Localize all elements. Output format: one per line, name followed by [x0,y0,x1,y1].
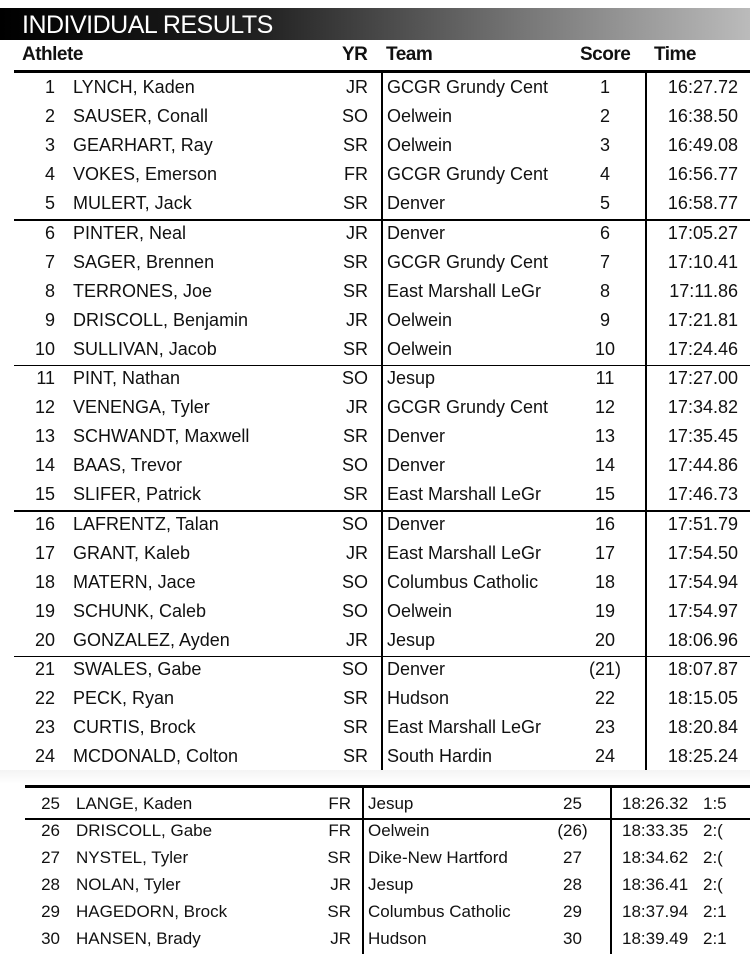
year: SR [342,193,368,214]
athlete-name: MULERT, Jack [73,193,192,214]
year: SR [342,426,368,447]
section-title-bar [0,8,750,40]
athlete-name: DRISCOLL, Gabe [76,821,213,840]
score: 12 [594,397,616,418]
time: 17:54.50 [667,542,738,563]
time: 17:35.45 [667,426,738,447]
page2-team-divider [362,788,364,954]
time: 18:15.05 [667,688,738,709]
score: 17 [594,542,616,563]
place: 26 [41,821,60,840]
split: 2:( [703,848,723,867]
place: 7 [44,251,55,272]
athlete-name: VOKES, Emerson [73,164,218,185]
athlete-name: TERRONES, Joe [73,280,213,301]
header-yr: YR [342,44,368,65]
athlete-name: MATERN, Jace [73,571,196,592]
place: 2 [44,106,55,127]
split: 2:( [703,821,723,840]
team: Denver [387,659,446,679]
page2-header-rule [25,785,750,788]
athlete-name: LYNCH, Kaden [73,77,195,97]
score: 14 [594,455,616,476]
athlete-name: HAGEDORN, Brock [76,902,228,921]
time: 17:24.46 [667,338,738,359]
score: 28 [563,875,582,894]
year: SR [342,251,368,272]
place: 8 [44,280,55,301]
place: 11 [36,368,55,388]
time: 18:25.24 [667,746,738,767]
split: 1:5 [703,794,727,813]
time: 17:34.82 [667,397,738,418]
place: 1 [44,77,55,97]
time: 17:54.94 [667,571,738,592]
time: 17:05.27 [667,222,738,243]
score: 15 [594,484,616,505]
team: GCGR Grundy Cent [387,164,549,185]
score: 2 [599,106,610,127]
place: 18 [34,571,55,592]
header-team: Team [386,44,433,65]
athlete-name: SULLIVAN, Jacob [73,338,217,359]
split: 2:1 [703,902,727,921]
athlete-name: NYSTEL, Tyler [76,848,189,867]
header-score: Score [580,44,631,65]
score: 20 [594,629,616,650]
place: 17 [34,542,55,563]
split: 2:( [703,875,723,894]
header-athlete: Athlete [22,44,83,65]
team: GCGR Grundy Cent [387,251,549,272]
split: 2:1 [703,929,727,948]
place: 25 [41,794,60,813]
score: 22 [594,688,616,709]
time: 18:26.32 [622,794,689,813]
time: 17:51.79 [667,513,738,534]
year: SR [342,746,368,767]
place: 10 [34,338,55,359]
score: 11 [595,368,615,388]
year: SR [342,135,368,156]
place: 5 [44,193,55,214]
place: 21 [34,659,55,679]
year: SR [327,848,351,867]
time: 16:27.72 [667,77,738,97]
athlete-name: SAGER, Brennen [73,251,215,272]
time: 18:33.35 [622,821,689,840]
year: SO [341,600,368,621]
score: 9 [599,309,610,330]
place: 15 [34,484,55,505]
year: FR [344,164,368,185]
page2-group-rule [25,818,750,820]
time: 17:10.41 [667,251,738,272]
team: Oelwein [368,821,430,840]
score: 8 [599,280,610,301]
team-column-divider [381,73,383,770]
athlete-name: PECK, Ryan [73,688,175,709]
score: 24 [594,746,616,767]
place: 28 [41,875,60,894]
year: JR [346,629,368,650]
place: 14 [34,455,55,476]
team: Oelwein [387,135,453,156]
team: Jesup [368,794,414,813]
time: 18:20.84 [667,717,738,738]
team: Jesup [368,875,414,894]
place: 20 [34,629,55,650]
time: 17:11.86 [669,280,738,301]
time: 18:36.41 [622,875,689,894]
team: Oelwein [387,600,453,621]
athlete-name: VENENGA, Tyler [73,397,210,418]
score: 19 [594,600,616,621]
score: 4 [599,164,610,185]
place: 23 [34,717,55,738]
year: SO [341,571,368,592]
team: Columbus Catholic [368,902,511,921]
team: Hudson [368,929,427,948]
place: 13 [34,426,55,447]
place: 6 [44,222,55,243]
place: 22 [34,688,55,709]
team: Denver [387,222,446,243]
time: 16:49.08 [667,135,738,156]
time: 18:39.49 [622,929,689,948]
score: 10 [594,338,616,359]
place: 3 [44,135,55,156]
time: 17:27.00 [667,368,738,388]
score: 6 [599,222,610,243]
group-divider [14,365,750,367]
score: 13 [594,426,616,447]
year: SR [342,280,368,301]
place: 9 [44,309,55,330]
athlete-name: GRANT, Kaleb [73,542,191,563]
score: (21) [588,659,621,679]
athlete-name: SAUSER, Conall [73,106,209,127]
year: SR [342,717,368,738]
athlete-name: GONZALEZ, Ayden [73,629,230,650]
team: South Hardin [387,746,493,767]
time: 17:44.86 [667,455,738,476]
score: 7 [599,251,610,272]
team: GCGR Grundy Cent [387,77,549,97]
year: JR [330,929,351,948]
team: Denver [387,513,446,534]
year: JR [346,397,368,418]
year: FR [328,821,351,840]
score: 5 [599,193,610,214]
year: JR [346,309,368,330]
score: 18 [594,571,616,592]
athlete-name: SWALES, Gabe [73,659,202,679]
team: Denver [387,193,446,214]
score: 29 [563,902,582,921]
team: GCGR Grundy Cent [387,397,549,418]
athlete-name: SLIFER, Patrick [73,484,202,505]
place: 24 [34,746,55,767]
year: SO [341,106,368,127]
time: 16:58.77 [667,193,738,214]
team: Dike-New Hartford [368,848,508,867]
score: 30 [563,929,582,948]
score: 1 [599,77,610,97]
year: JR [346,77,368,97]
time: 16:56.77 [667,164,738,185]
place: 27 [41,848,60,867]
group-divider [14,656,750,658]
athlete-name: LAFRENTZ, Talan [73,513,219,534]
time: 16:38.50 [667,106,738,127]
time: 18:07.87 [667,659,738,679]
time: 17:54.97 [667,600,738,621]
place: 30 [41,929,60,948]
team: East Marshall LeGr [387,542,542,563]
team: Jesup [387,368,436,388]
team: Oelwein [387,106,453,127]
year: SR [327,902,351,921]
team: Jesup [387,629,436,650]
year: SO [341,368,368,388]
team: East Marshall LeGr [387,717,542,738]
time: 17:46.73 [667,484,738,505]
athlete-name: DRISCOLL, Benjamin [73,309,249,330]
time: 18:06.96 [667,629,738,650]
place: 19 [34,600,55,621]
athlete-name: PINT, Nathan [73,368,181,388]
score: 27 [563,848,582,867]
athlete-name: SCHUNK, Caleb [73,600,207,621]
team: Columbus Catholic [387,571,539,592]
athlete-name: NOLAN, Tyler [76,875,181,894]
year: SO [341,659,368,679]
place: 29 [41,902,60,921]
team: Denver [387,426,446,447]
athlete-name: GEARHART, Ray [73,135,213,156]
score: 3 [599,135,610,156]
year: FR [328,794,351,813]
place: 12 [34,397,55,418]
score: 16 [594,513,616,534]
team: East Marshall LeGr [387,484,542,505]
time: 17:21.81 [667,309,738,330]
score: 25 [563,794,582,813]
year: SR [342,338,368,359]
group-divider [14,510,750,512]
year: JR [330,875,351,894]
place: 16 [34,513,55,534]
score: (26) [557,821,588,840]
athlete-name: CURTIS, Brock [73,717,196,738]
score: 23 [594,717,616,738]
team: Denver [387,455,446,476]
year: SR [342,688,368,709]
time: 18:34.62 [622,848,689,867]
year: SO [341,513,368,534]
athlete-name: PINTER, Neal [73,222,187,243]
athlete-name: HANSEN, Brady [76,929,201,948]
athlete-name: LANGE, Kaden [76,794,193,813]
athlete-name: MCDONALD, Colton [73,746,239,767]
athlete-name: BAAS, Trevor [73,455,183,476]
place: 4 [44,164,55,185]
year: SO [341,455,368,476]
team: Oelwein [387,338,453,359]
team: Hudson [387,688,450,709]
page-break [0,770,750,784]
group-divider [14,219,750,221]
team: East Marshall LeGr [387,280,542,301]
year: SR [342,484,368,505]
year: JR [346,222,368,243]
time: 18:37.94 [622,902,689,921]
section-title: INDIVIDUAL RESULTS [22,11,273,39]
team: Oelwein [387,309,453,330]
year: JR [346,542,368,563]
header-time: Time [654,44,697,65]
athlete-name: SCHWANDT, Maxwell [73,426,250,447]
